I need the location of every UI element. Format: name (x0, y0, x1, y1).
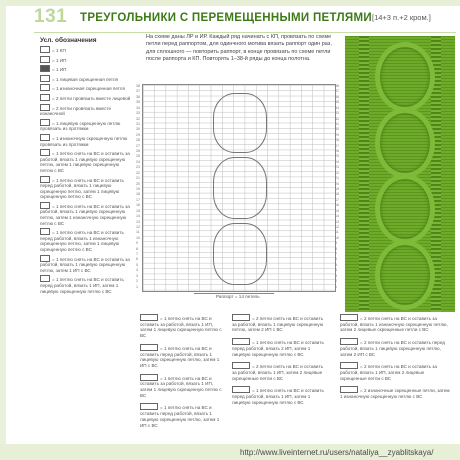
row-number: 35 (136, 100, 140, 105)
cross-right-purl-icon (40, 202, 50, 209)
cross-left-purl-icon (40, 228, 50, 235)
row-number: 32 (335, 116, 339, 121)
cable-symbol-icon (340, 362, 358, 369)
legend-column-1 (140, 314, 224, 433)
legend-column-2 (232, 314, 324, 410)
row-number: 4 (335, 268, 337, 273)
swatch-rib-left (359, 36, 369, 312)
swatch-cable (375, 42, 435, 112)
row-number: 1 (136, 284, 138, 289)
cable-symbol-icon (232, 338, 250, 345)
row-number: 34 (136, 105, 140, 110)
legend-item: = 1 петлю снять на ВС и оставить за работой, вязать 1 лицевую скрещенную петлю, затем 1 лицевую скрещенную петлю с ВС (40, 151, 130, 173)
cable-symbol-icon (232, 386, 250, 393)
row-number: 19 (136, 187, 140, 191)
row-number: 20 (335, 181, 339, 186)
cable-motif (213, 157, 267, 219)
pattern-number: 131 (34, 6, 68, 27)
cable-motif (213, 223, 267, 285)
legend-item: = 1 лицевую скрещенную петлю провязать из протяжки (40, 120, 121, 132)
row-number: 1 (335, 284, 337, 289)
legend-item: = 1 петлю снять на ВС и оставить за работой, вязать 1 лицевую скрещенную петлю, затем 1 изнаночную скрещенную петлю с ВС (40, 203, 130, 226)
legend-item: = 1 петлю снять на ВС и оставить перед работой, вязать 1 изнаночную скрещенную петлю, затем 1 лицевую скрещенную петлю с ВС (40, 230, 124, 253)
cross-left-icon (40, 176, 50, 183)
row-number: 2 (335, 279, 337, 284)
legend-entry: = 1 петлю снять на ВС и оставить перед работой, вязать 1 лицевую скрещенную петлю, затем 1 ИП с ВС (140, 405, 220, 428)
cable-symbol-icon (340, 338, 358, 345)
row-number: 22 (136, 170, 140, 175)
cable-symbol-icon (232, 314, 250, 321)
row-number: 12 (136, 224, 140, 229)
row-number: 9 (136, 241, 138, 246)
row-number: 26 (136, 149, 140, 154)
rapport-label: Раппорт = 14 петель (216, 294, 260, 299)
legend-title: Усл. обозначения (40, 37, 97, 44)
row-number: 25 (335, 154, 339, 159)
row-number: 25 (136, 154, 140, 159)
row-number: 38 (136, 84, 140, 88)
row-number: 3 (136, 273, 138, 278)
legend-entry: = 1 петлю снять на ВС и оставить перед работой, вязать 1 ИП, затем 1 лицевую скрещенную петлю с ВС (232, 388, 324, 405)
row-number: 29 (335, 132, 339, 137)
row-number: 24 (335, 159, 339, 164)
row-number: 5 (136, 262, 138, 267)
legend-item: = 1 ИП (40, 65, 132, 73)
swatch-cable (375, 174, 435, 244)
row-number: 34 (335, 105, 339, 110)
legend-item: = 1 КП (40, 46, 132, 54)
row-number: 4 (136, 268, 138, 273)
row-number: 16 (335, 203, 339, 208)
header-divider (34, 32, 456, 33)
row-number: 36 (136, 94, 140, 99)
k2tog-icon (40, 94, 50, 101)
cross-right-icon (40, 149, 50, 156)
legend-item: = 1 петлю снять на ВС и оставить перед работой, вязать 1 ИП, затем 1 лицевую скрещенную петлю с ВС (40, 277, 124, 294)
legend-entry: = 2 петли снять на ВС и оставить за работой, вязать 1 ИП, затем 2 лицевые скрещенные петли с ВС (232, 364, 323, 381)
symbol-legend (40, 46, 132, 296)
row-number: 19 (335, 187, 339, 191)
legend-item: = 1 изнаночная скрещенная петля (40, 84, 132, 92)
legend-entry: = 2 изнаночные скрещенные петли, затем 1 изнаночную скрещенную петлю с ВС (340, 388, 450, 400)
cable-symbol-icon (140, 344, 158, 351)
row-number: 28 (136, 138, 140, 143)
make-one-knit-icon (40, 119, 50, 126)
legend-item: = 2 петли провязать вместе лицевой (40, 94, 132, 102)
row-number: 15 (136, 208, 140, 213)
cross-left-ip-icon (40, 275, 50, 282)
row-number: 28 (335, 138, 339, 143)
row-number: 31 (136, 121, 140, 126)
row-number: 37 (335, 89, 339, 94)
legend-entry: = 2 петли снять на ВС и оставить за работой, вязать 1 изнаночную скрещенную петлю, затем 2 лицевые скрещенные петли с ВС (340, 316, 448, 333)
cross-right-ip-icon (40, 255, 50, 262)
row-number: 30 (136, 127, 140, 132)
legend-entry: = 1 петлю снять на ВС и оставить перед работой, вязать 2 ИП, затем 1 лицевую скрещенную петлю с ВС (232, 340, 324, 357)
row-number: 31 (335, 121, 339, 126)
row-number: 33 (136, 111, 140, 116)
swatch-cable (375, 108, 435, 178)
left-decorative-stripe (0, 0, 6, 460)
row-number: 27 (335, 143, 339, 148)
row-number: 6 (335, 257, 337, 262)
cable-symbol-icon (140, 374, 158, 381)
row-number: 18 (335, 192, 339, 197)
instructions-text: На схеме даны ЛР и ИР. Каждый ряд начинать с КП, провязать по схеме петли перед раппортом, для одинчного мотива вязать раппорт один раз, для сплошного — повторить раппорт, в конце провязать по схеме петли после раппорта и КП. Повторять 1–38-й ряды до конца полотна. (146, 34, 332, 63)
row-number: 10 (335, 235, 339, 240)
p2tog-icon (40, 104, 50, 111)
row-number: 8 (335, 246, 337, 251)
row-number: 38 (335, 84, 339, 88)
cable-symbol-icon (340, 314, 358, 321)
row-number: 14 (136, 214, 140, 219)
make-one-purl-icon (40, 134, 50, 141)
pattern-stitch-count: [14+3 п.+2 кром.] (372, 13, 431, 22)
source-watermark: http://www.liveinternet.ru/users/nataliya__zyablitskaya/ (240, 448, 434, 457)
row-number: 22 (335, 170, 339, 175)
dash-square-icon (40, 65, 50, 72)
row-number: 9 (335, 241, 337, 246)
legend-entry: = 2 петли снять на ВС и оставить перед работой, вязать 1 лицевую скрещенную петлю, затем 2 ИП с ВС (340, 340, 445, 357)
legend-entry: = 2 петли снять на ВС и оставить за работой, вязать 1 лицевую скрещенную петлю, затем 2 ИП с ВС (232, 316, 324, 333)
page-header (34, 8, 454, 32)
row-number: 30 (335, 127, 339, 132)
row-number: 26 (335, 149, 339, 154)
row-numbers-right (335, 84, 341, 290)
legend-entry: = 1 петлю снять на ВС и оставить за работой, вязать 1 ИП, затем 1 лицевую скрещенную петлю с ВС (140, 316, 222, 339)
row-number: 10 (136, 235, 140, 240)
row-number: 7 (335, 252, 337, 257)
cable-symbol-icon (340, 386, 358, 393)
cable-symbol-icon (140, 314, 158, 321)
legend-item: = 1 петлю снять на ВС и оставить за работой, вязать 1 лицевую скрещенную петлю, затем 1 ИП с ВС (40, 256, 130, 273)
row-number: 29 (136, 132, 140, 137)
row-number: 18 (136, 192, 140, 197)
knitted-swatch-photo (345, 36, 455, 312)
row-number: 7 (136, 252, 138, 257)
swatch-cable (375, 240, 435, 310)
row-number: 37 (136, 89, 140, 94)
row-number: 14 (335, 214, 339, 219)
row-number: 15 (335, 208, 339, 213)
row-number: 17 (136, 197, 140, 202)
legend-entry: = 2 петли снять на ВС и оставить за работой, вязать 1 ИП, затем 2 лицевые скрещенные петли с ВС (340, 364, 437, 381)
row-number: 36 (335, 94, 339, 99)
row-number: 35 (335, 100, 339, 105)
twisted-knit-icon (40, 75, 50, 82)
legend-item: = 1 ИП (40, 56, 132, 64)
row-number: 12 (335, 224, 339, 229)
row-number: 17 (335, 197, 339, 202)
row-number: 16 (136, 203, 140, 208)
row-number: 21 (136, 176, 140, 181)
legend-item: = 1 петлю снять на ВС и оставить перед работой, вязать 1 лицевую скрещенную петлю, затем 1 лицевую скрещенную петлю с ВС (40, 177, 124, 200)
top-decorative-bar (0, 0, 460, 6)
legend-item: = 2 петли провязать вместе изнаночной (40, 105, 112, 117)
row-number: 13 (136, 219, 140, 224)
row-number: 11 (335, 230, 339, 235)
row-number: 5 (335, 262, 337, 267)
cable-motif (213, 93, 267, 153)
blank-square-icon (40, 56, 50, 63)
row-number: 6 (136, 257, 138, 262)
row-number: 27 (136, 143, 140, 148)
row-number: 32 (136, 116, 140, 121)
row-number: 23 (335, 165, 339, 170)
row-number: 2 (136, 279, 138, 284)
row-number: 11 (136, 230, 140, 235)
pattern-title: ТРЕУГОЛЬНИКИ С ПЕРЕМЕЩЕННЫМИ ПЕТЛЯМИ (80, 12, 372, 24)
row-number: 21 (335, 176, 339, 181)
legend-item: = 1 изнаночную скрещенную петлю провязать из протяжки (40, 135, 128, 147)
legend-column-3 (340, 314, 452, 405)
row-number: 3 (335, 273, 337, 278)
row-number: 8 (136, 246, 138, 251)
row-number: 20 (136, 181, 140, 186)
cable-symbol-icon (140, 403, 158, 410)
row-number: 33 (335, 111, 339, 116)
legend-item: = 1 лицевая скрещенная петля (40, 75, 132, 83)
cable-symbol-icon (232, 362, 250, 369)
knitting-chart (142, 84, 336, 292)
knit-symbol-icon (40, 46, 50, 53)
row-number: 13 (335, 219, 339, 224)
twisted-purl-icon (40, 84, 50, 91)
row-number: 24 (136, 159, 140, 164)
legend-entry: = 1 петлю снять на ВС и оставить за работой, вязать 1 ИП, затем 1 лицевую скрещенную петлю с ВС (140, 375, 222, 398)
row-number: 23 (136, 165, 140, 170)
legend-entry: = 1 петлю снять на ВС и оставить перед работой, вязать 1 лицевую скрещенную петлю, затем 1 ИП с ВС (140, 345, 220, 368)
